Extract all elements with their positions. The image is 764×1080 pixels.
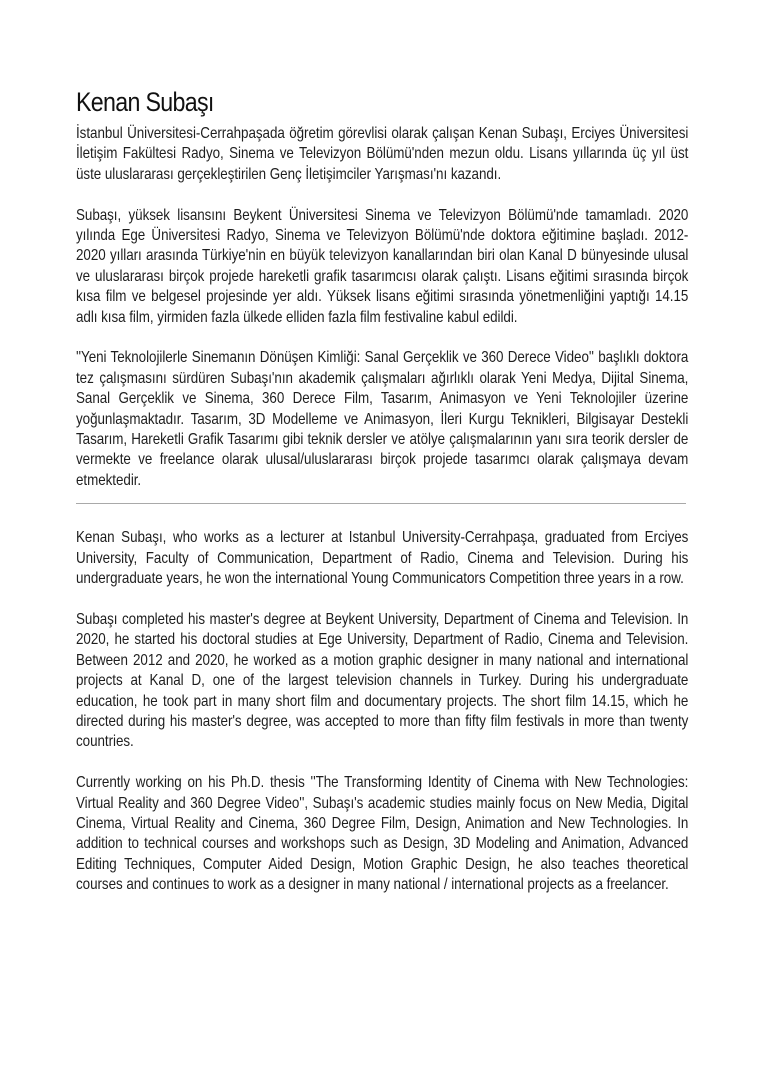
english-bio-section [76,528,688,895]
turkish-paragraph-3: ''Yeni Teknolojilerle Sinemanın Dönüşen Kimliği: Sanal Gerçeklik ve 360 Derece Video'' başlıklı doktora tez çalışmasını sürdüren Subaşı'nın akademik çalışmaları ağırlıklı olarak Yeni Medya, Dijital Sinema, Sanal Gerçeklik ve Sinema, 360 Derece Film, Tasarım, Animasyon ve Yeni Teknolojiler üzerine yoğunlaşmaktadır. Tasarım, 3D Modelleme ve Animasyon, İleri Kurgu Teknikleri, Bilgisayar Destekli Tasarım, Hareketli Grafik Tasarımı gibi teknik dersler ve atölye çalışmalarının yanı sıra teorik dersler de vermekte ve freelance olarak ulusal/uluslararası birçok projede tasarımcı olarak çalışmaya devam etmektedir. [76,349,689,489]
turkish-paragraph-2: Subaşı, yüksek lisansını Beykent Üniversitesi Sinema ve Televizyon Bölümü'nde tamamladı. 2020 yılında Ege Üniversitesi Radyo, Sinema ve Televizyon Bölümü'nde doktora eğitimine başladı. 2012-2020 yılları arasında Türkiye'nin en büyük televizyon kanallarından biri olan Kanal D bünyesinde ulusal ve uluslararası birçok projede hareketli grafik tasarımcısı olarak çalıştı. Lisans eğitimi sırasında birçok kısa film ve belgesel projesinde yer aldı. Yüksek lisans eğitimi sırasında yönetmenliğini yaptığı 14.15 adlı kısa film, yirmiden fazla ülkede elliden fazla film festivaline kabul edildi. [76,206,689,326]
turkish-paragraph-1: İstanbul Üniversitesi-Cerrahpaşada öğretim görevlisi olarak çalışan Kenan Subaşı, Erciyes Üniversitesi İletişim Fakültesi Radyo, Sinema ve Televizyon Bölümü'nden mezun oldu. Lisans yıllarında üç yıl üst üste uluslararası gerçekleştirilen Genç İletişimciler Yarışması'nı kazandı. [76,125,689,183]
page-title: Kenan Subaşı [76,87,214,117]
document-page [76,86,688,916]
english-paragraph-1: Kenan Subaşı, who works as a lecturer at Istanbul University-Cerrahpaşa, graduated from Erciyes University, Faculty of Communication, Department of Radio, Cinema and Television. During his undergraduate years, he won the international Young Communicators Competition three years in a row. [76,529,689,588]
english-paragraph-3: Currently working on his Ph.D. thesis ''The Transforming Identity of Cinema with New Technologies: Virtual Reality and 360 Degree Video'', Subaşı's academic studies mainly focus on New Media, Digital Cinema, Virtual Reality and Cinema, 360 Degree Film, Design, Animation and New Technologies. In addition to technical courses and workshops such as Design, 3D Modeling and Animation, Advanced Editing Techniques, Computer Aided Design, Motion Graphic Design, he also teaches theoretical courses and continues to work as a designer in many national / international projects as a freelancer. [76,774,689,894]
english-paragraph-2: Subaşı completed his master's degree at Beykent University, Department of Cinema and Television. In 2020, he started his doctoral studies at Ege University, Department of Radio, Cinema and Television. Between 2012 and 2020, he worked as a motion graphic designer in many national and international projects at Kanal D, one of the largest television channels in Turkey. During his undergraduate education, he took part in many short film and documentary projects. The short film 14.15, which he directed during his master's degree, was accepted to more than fifty film festivals in more than twenty countries. [76,610,689,751]
turkish-bio-section [76,124,688,491]
section-divider [76,503,686,504]
